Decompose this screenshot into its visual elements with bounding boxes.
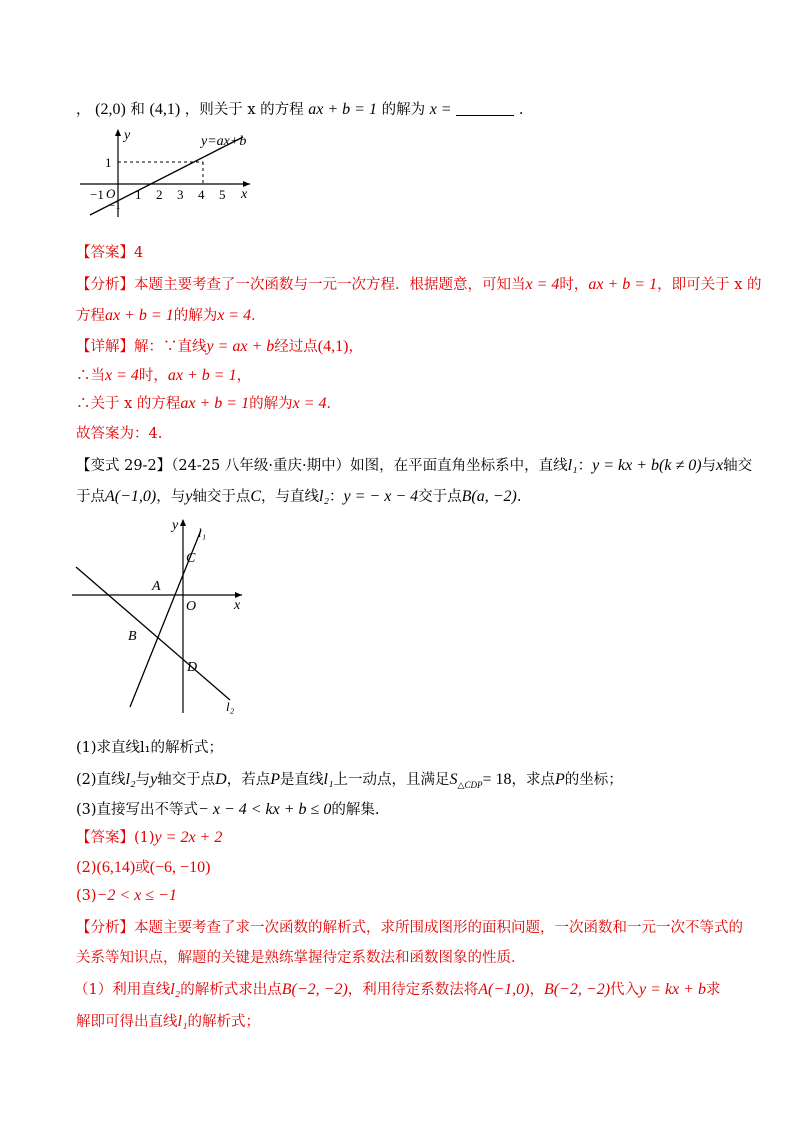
analysis-text: 方程 xyxy=(76,308,105,324)
detail-1-line1 xyxy=(76,337,363,357)
detail-text: ， xyxy=(236,368,252,384)
question-3 xyxy=(76,800,379,820)
x-tick-3: 3 xyxy=(177,187,184,202)
analysis-1-line2 xyxy=(76,306,266,326)
x-tick-2: 2 xyxy=(156,187,163,202)
detail-text: 的解为 xyxy=(249,396,293,412)
detail-math: x = 4 xyxy=(292,395,327,412)
answer-math: (−6, −10) xyxy=(149,859,211,876)
analysis-text: 的解为 xyxy=(173,308,218,324)
y-axis-label: y xyxy=(124,128,131,143)
line-l2-name: l₂ xyxy=(319,488,330,505)
answer-text: 或 xyxy=(135,860,150,876)
question-text: 与 xyxy=(135,772,151,788)
and-text: 和 xyxy=(130,102,145,118)
detail-text: 经过点 xyxy=(274,339,318,355)
question-text: 轴交于点 xyxy=(157,772,216,788)
detail-1-line4 xyxy=(76,424,162,444)
analysis-math: A(−1,0) xyxy=(478,981,530,998)
analysis-math: l₁ xyxy=(177,1013,188,1030)
detail-math: x = 4 xyxy=(105,367,139,384)
line-l1-name: l₁ xyxy=(567,457,578,474)
q-S-sub: △CDP xyxy=(457,779,483,790)
analysis-math: x = 4 xyxy=(525,276,560,293)
line-l1-equation: y = kx + b(k ≠ 0) xyxy=(592,457,702,474)
analysis-tag: 【分析】 xyxy=(76,920,134,936)
problem2-text: 于点 xyxy=(76,489,105,505)
problem2-text: . xyxy=(516,489,522,505)
q-l2: l₂ xyxy=(125,771,136,788)
origin-label: O xyxy=(106,186,116,201)
detail-math: ax + b = 1 xyxy=(167,367,237,384)
equation: ax + b = 1 xyxy=(308,101,377,118)
detail-text: 故答案为：4. xyxy=(76,426,163,442)
answer-2-line3 xyxy=(76,886,177,906)
analysis-text: 求 xyxy=(705,982,721,998)
analysis-math: B(−2, −2) xyxy=(544,981,611,998)
x-axis-label: x xyxy=(241,187,248,202)
q-inequality: − x − 4 < kx + b ≤ 0 xyxy=(198,801,332,818)
analysis-tag: 【分析】 xyxy=(76,277,134,293)
var-x: x xyxy=(716,457,724,474)
x-tick-1: 1 xyxy=(135,187,142,202)
detail-text: 时， xyxy=(138,368,168,384)
q-D: D xyxy=(215,771,227,788)
problem2-text: ，与直线 xyxy=(261,489,320,505)
analysis-math: y = kx + b xyxy=(639,981,706,998)
problem2-line2 xyxy=(76,487,521,507)
question-text: 的解集. xyxy=(331,802,380,818)
x-tick-5: 5 xyxy=(219,187,226,202)
question-1 xyxy=(76,738,223,758)
label-B: B xyxy=(128,629,137,644)
analysis-math: ax + b = 1 xyxy=(588,276,658,293)
question-text: 上一动点，且满足 xyxy=(333,772,450,788)
answer-num: (1) xyxy=(134,830,155,846)
detail-text: 解：∵直线 xyxy=(134,339,207,355)
analysis-text: ，利用待定系数法将 xyxy=(347,982,479,998)
analysis-text: 时， xyxy=(559,277,589,293)
y-tick-neg1: −1 xyxy=(109,200,121,212)
point-C: C xyxy=(250,488,262,505)
question-text: ，若点 xyxy=(226,772,271,788)
answer-num: (3) xyxy=(76,888,97,904)
y-axis-arrow xyxy=(180,519,186,526)
detail-math: ax + b = 1 xyxy=(180,395,250,412)
line-label: y=ax+b xyxy=(201,134,247,149)
label-A: A xyxy=(152,579,161,594)
problem2-text: 轴交于点 xyxy=(192,489,251,505)
stem-end: . xyxy=(518,102,524,118)
label-D: D xyxy=(187,660,198,675)
stem-mid: ，则关于 x 的方程 xyxy=(184,102,304,118)
problem2-text: ： xyxy=(329,489,344,505)
analysis-2-line2 xyxy=(76,948,526,968)
analysis-math: ax + b = 1 xyxy=(105,307,174,324)
question-text: 是直线 xyxy=(280,772,324,788)
q-eq18: = 18 xyxy=(482,771,512,788)
point-B: B(a, −2) xyxy=(461,488,517,505)
problem2-line1 xyxy=(76,456,752,476)
question-text: 的坐标； xyxy=(564,772,623,788)
answer-math: y = 2x + 2 xyxy=(154,829,223,846)
analysis-text: 的解析式； xyxy=(187,1014,261,1030)
answer-2-line1 xyxy=(76,828,222,848)
q-y: y xyxy=(150,771,158,788)
answer-2-line2 xyxy=(76,858,210,878)
analysis-text: 关系等知识点，解题的关键是熟练掌握待定系数法和函数图象的性质． xyxy=(76,950,526,966)
analysis-text: 本题主要考查了一次函数与一元一次方程．根据题意，可知当 xyxy=(134,277,526,293)
analysis-2-line3 xyxy=(74,980,720,1000)
problem2-text: 轴交 xyxy=(723,458,753,474)
problem2-text: 交于点 xyxy=(418,489,462,505)
answer-tag: 【答案】 xyxy=(76,830,134,846)
graph-2 xyxy=(70,515,270,715)
q-P: P xyxy=(270,771,281,788)
analysis-text: ． xyxy=(251,308,266,324)
point-2-0: (2,0) xyxy=(95,101,126,118)
label-C: C xyxy=(186,551,196,566)
q-l1: l₁ xyxy=(323,771,334,788)
answer-blank xyxy=(456,101,514,116)
detail-1-line3 xyxy=(76,394,341,414)
q-P: P xyxy=(554,771,565,788)
point-4-1: (4,1) xyxy=(149,101,181,118)
answer-num: (2) xyxy=(76,860,97,876)
analysis-1-line1 xyxy=(76,275,762,295)
problem2-text: 与 xyxy=(701,458,717,474)
line-l2-equation: y = − x − 4 xyxy=(343,488,419,505)
y-axis-arrow xyxy=(115,129,121,136)
analysis-2-line1 xyxy=(76,918,743,938)
analysis-text: 解即可得出直线 xyxy=(76,1014,178,1030)
analysis-math: B(−2, −2) xyxy=(281,981,348,998)
detail-text: ， xyxy=(348,339,363,355)
variant-tag: 【变式 29-2】 xyxy=(76,458,172,474)
analysis-text: （1）利用直线 xyxy=(74,982,171,998)
l1-label: l₁ xyxy=(198,525,207,540)
analysis-text: 的解析式求出点 xyxy=(180,982,282,998)
question-text: (3)直接写出不等式 xyxy=(76,802,199,818)
problem2-text: （24-25 八年级·重庆·期中）如图，在平面直角坐标系中，直线 xyxy=(171,458,568,474)
detail-math: y = ax + b xyxy=(206,338,275,355)
question-text: (2)直线 xyxy=(76,772,126,788)
x-equals: x = xyxy=(429,101,452,118)
detail-text: ∴当 xyxy=(76,368,105,384)
question-text: ，求点 xyxy=(511,772,555,788)
question-2 xyxy=(76,770,623,795)
problem2-text: ： xyxy=(577,458,593,474)
analysis-math: l₂ xyxy=(170,981,181,998)
analysis-math: x = 4 xyxy=(217,307,252,324)
y-tick-1: 1 xyxy=(105,155,112,170)
q-S: S xyxy=(449,771,458,788)
point-A: A(−1,0) xyxy=(105,488,157,505)
l2-label: l₂ xyxy=(226,699,235,714)
problem1-stem xyxy=(76,100,523,120)
x-axis-label: x xyxy=(234,598,241,613)
question-1-text: (1)求直线l₁的解析式； xyxy=(76,740,223,756)
stem-prefix: ， xyxy=(76,102,91,118)
detail-text: ． xyxy=(326,396,342,412)
y-axis-label: y xyxy=(172,518,179,533)
answer-value: 4 xyxy=(134,245,144,261)
answer-1 xyxy=(76,243,143,263)
detail-1-line2 xyxy=(76,366,251,386)
problem2-text: ，与 xyxy=(156,489,186,505)
x-tick-4: 4 xyxy=(198,187,205,202)
analysis-text: ，即可关于 x 的 xyxy=(657,277,762,293)
label-O: O xyxy=(186,599,197,614)
answer-tag: 【答案】 xyxy=(76,245,134,261)
detail-text: ∴关于 x 的方程 xyxy=(76,396,181,412)
answer-math: (6,14) xyxy=(96,859,136,876)
var-y: y xyxy=(185,488,193,505)
analysis-2-line4 xyxy=(76,1012,260,1032)
analysis-text: 代入 xyxy=(610,982,640,998)
x-tick-neg1: −1 xyxy=(90,187,104,202)
detail-math: (4,1) xyxy=(317,338,349,355)
stem-tail: 的解为 xyxy=(381,102,426,118)
analysis-text: ， xyxy=(529,982,545,998)
graph-1 xyxy=(75,125,275,220)
answer-math: −2 < x ≤ −1 xyxy=(96,887,177,904)
detail-tag: 【详解】 xyxy=(76,339,134,355)
analysis-text: 本题主要考查了求一次函数的解析式，求所围成图形的面积问题，一次函数和一元一次不等式的 xyxy=(134,920,743,936)
